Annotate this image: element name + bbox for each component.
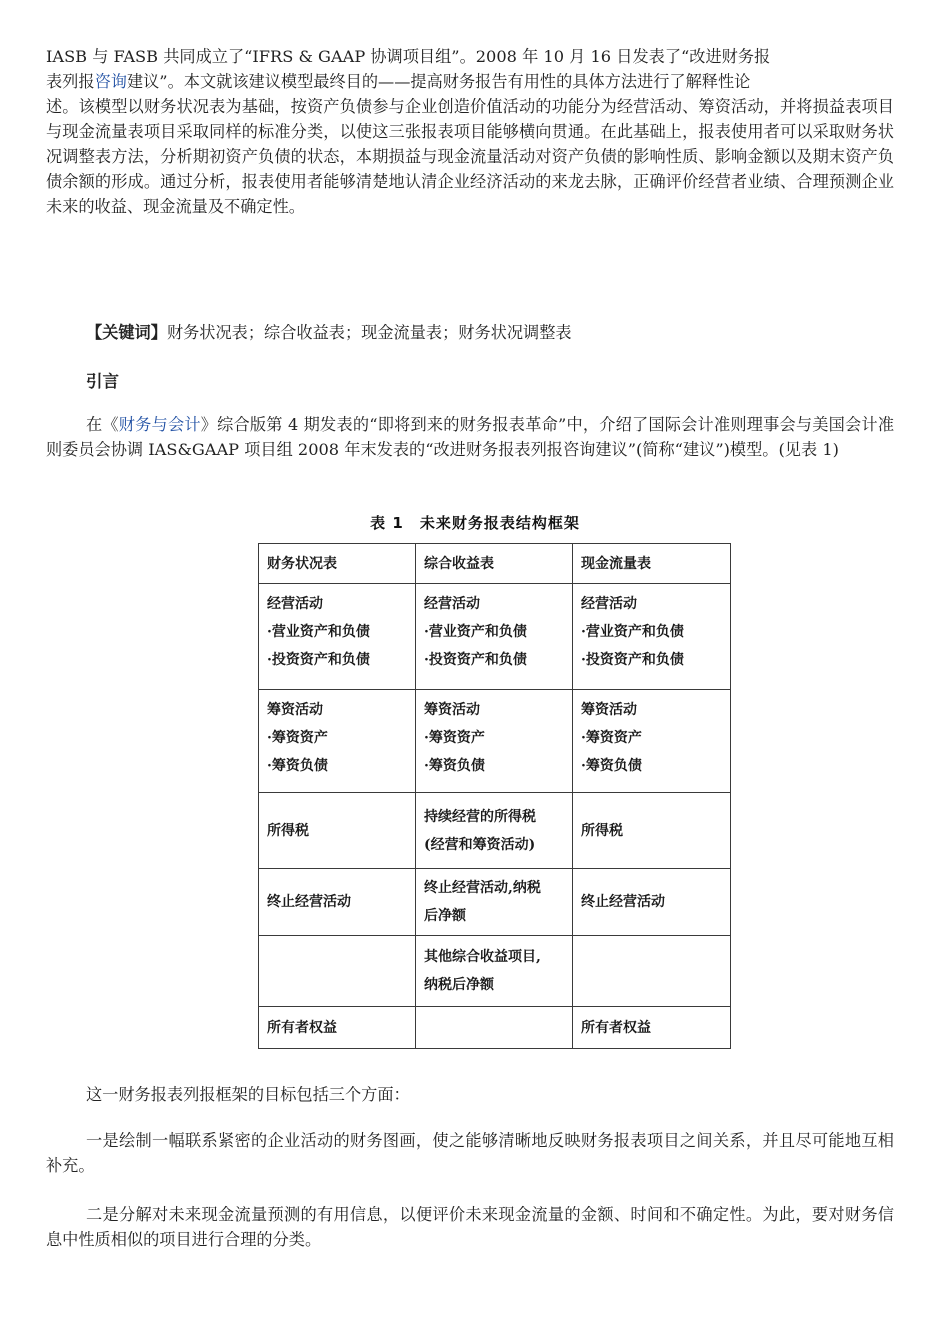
keywords [86,320,894,345]
cell-line: 筹资活动 [424,702,480,718]
cell-line: 所得税 [267,822,309,839]
cell-line: ·筹资负债 [267,758,328,774]
table-cell [259,869,416,936]
cell-line: ·筹资负债 [424,758,485,774]
header-cell: 综合收益表 [416,544,573,584]
cell-line: 持续经营的所得税 [424,808,536,825]
table-cell [416,690,573,793]
cell-line: ·营业资产和负债 [267,624,370,640]
table-row [259,584,731,690]
cell-line: 终止经营活动 [267,894,351,910]
cell-line: 所得税 [581,822,623,839]
table-cell [416,1007,573,1049]
table-cell [573,1007,731,1049]
abstract-line-2-end: 建议”。本文就该建议模型最终目的——提高财务报告有用性的具体方法进行了解释性论 [126,72,751,91]
table-cell [573,584,731,690]
cell-line: 终止经营活动 [581,894,665,910]
table-cell [259,584,416,690]
goal-2: 二是分解对未来现金流量预测的有用信息，以便评价未来现金流量的金额、时间和不确定性。为此，要对财务信息中性质相似的项目进行合理的分类。 [46,1205,894,1249]
intro-paragraph [46,412,894,462]
goals-intro: 这一财务报表列报框架的目标包括三个方面： [86,1085,410,1104]
cell-line: ·投资资产和负债 [267,652,370,668]
cell-line: 所有者权益 [267,1019,337,1036]
table-cell [573,869,731,936]
table-caption [0,512,950,533]
cell-line: 纳税后净额 [424,977,494,993]
cell-line: 筹资活动 [267,702,323,718]
table-row [259,1007,731,1049]
finance-accounting-link[interactable]: 财务与会计 [118,415,201,434]
cell-line: ·营业资产和负债 [424,624,527,640]
table-cell [416,869,573,936]
abstract-line-2-start: 表列报 [46,72,95,91]
intro-text-start: 在《 [86,415,119,434]
table-number: 表 1 [370,514,404,532]
goal-1: 一是绘制一幅联系紧密的企业活动的财务图画，使之能够清晰地反映财务报表项目之间关系，并且尽可能地互相补充。 [46,1131,894,1175]
consult-link[interactable]: 咨询 [94,72,127,91]
abstract-paragraph [46,44,894,219]
cell-line: ·筹资资产 [424,730,485,746]
cell-line: ·筹资负债 [581,758,642,774]
table-cell [259,1007,416,1049]
table-row [259,690,731,793]
cell-line: ·筹资资产 [267,730,328,746]
table-cell [416,793,573,869]
table-cell [259,793,416,869]
table-cell [416,584,573,690]
table-cell [573,936,731,1007]
framework-table [258,543,731,1049]
cell-line: 其他综合收益项目, [424,949,541,965]
cell-line: 经营活动 [424,596,480,612]
table-cell [259,690,416,793]
cell-line: 所有者权益 [581,1019,651,1036]
cell-line: 后净额 [424,908,466,924]
intro-heading: 引言 [86,372,119,391]
table-cell [573,690,731,793]
table-row [259,869,731,936]
cell-line: (经营和筹资活动) [424,836,536,853]
abstract-line-1: IASB 与 FASB 共同成立了“IFRS & GAAP 协调项目组”。2008 年 10 月 16 日发表了“改进财务报 [46,47,771,66]
intro-text-end: 》综合版第 4 期发表的“即将到来的财务报表革命”中，介绍了国际会计准则理事会与美国会计准则委员会协调 IAS&GAAP 项目组 2008 年末发表的“改进财务报表列报咨询建议”(简称“建议”)模型。(见表 1) [46,415,895,459]
cell-line: 筹资活动 [581,702,637,718]
cell-line: 经营活动 [267,596,323,612]
table-cell [259,936,416,1007]
table-row [259,793,731,869]
table-cell [573,793,731,869]
cell-line: ·营业资产和负债 [581,624,684,640]
table-row [259,936,731,1007]
abstract-rest: 述。该模型以财务状况表为基础，按资产负债参与企业创造价值活动的功能分为经营活动、筹资活动，并将损益表项目与现金流量表项目采取同样的标准分类，以使这三张报表项目能够横向贯通。在此基础上，报表使用者可以采取财务状况调整表方法，分析期初资产负债的状态，本期损益与现金流量活动对资产负债的影响性质、影响金额以及期末资产负债余额的形成。通过分析，报表使用者能够清楚地认清企业经济活动的来龙去脉，正确评价经营者业绩、合理预测企业未来的收益、现金流量及不确定性。 [46,97,894,216]
cell-line: ·筹资资产 [581,730,642,746]
cell-line: 终止经营活动,纳税 [424,880,541,896]
table-header-row [259,544,731,584]
cell-line: 经营活动 [581,596,637,612]
table-cell [416,936,573,1007]
keywords-label: 【关键词】 [86,323,167,342]
header-cell: 现金流量表 [573,544,731,584]
table-title: 未来财务报表结构框架 [419,514,580,532]
cell-line: ·投资资产和负债 [424,652,527,668]
keywords-text: 财务状况表；综合收益表；现金流量表；财务状况调整表 [166,323,572,342]
cell-line: ·投资资产和负债 [581,652,684,668]
header-cell: 财务状况表 [259,544,416,584]
